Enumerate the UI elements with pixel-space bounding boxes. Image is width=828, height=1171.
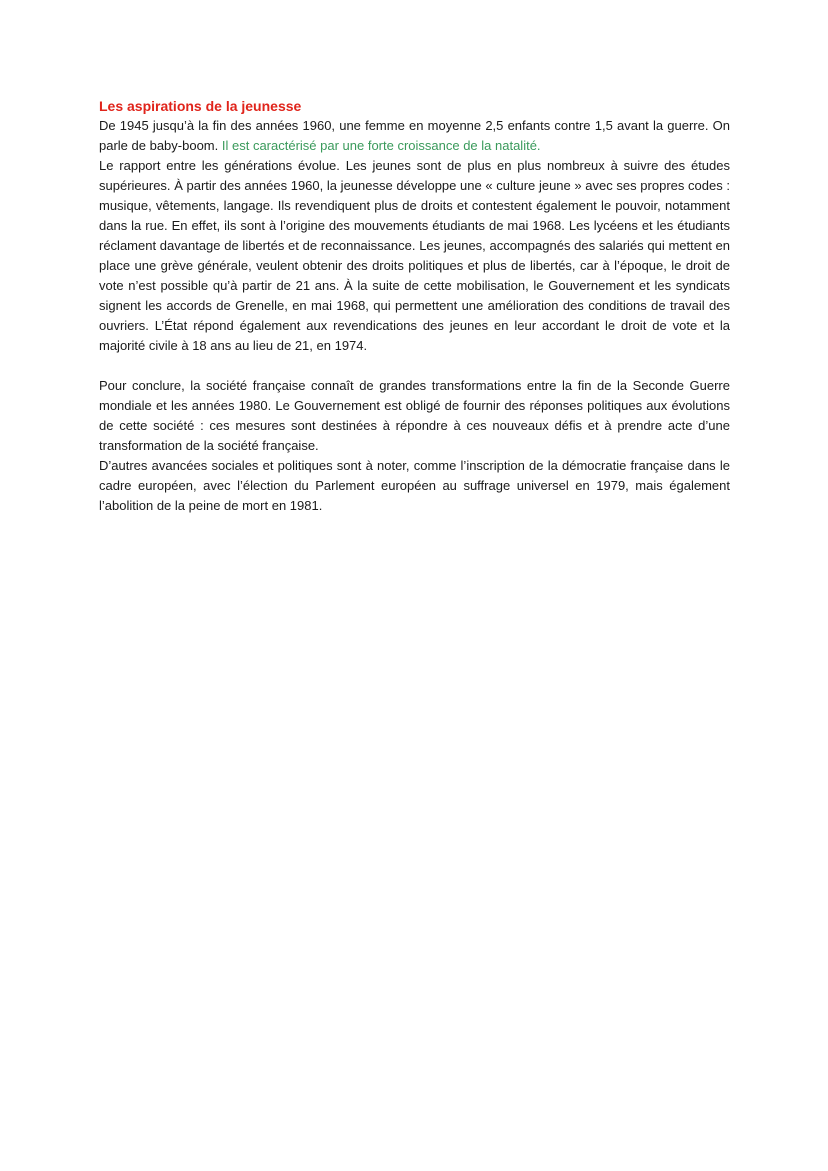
- paragraph-other-advances: D’autres avancées sociales et politiques sont à noter, comme l’inscription de la démocratie française dans le cadre européen, avec l’élection du Parlement européen au suffrage universel en 1979, mais également l’abolition de la peine de mort en 1981.: [99, 458, 730, 513]
- paragraph-conclusion: Pour conclure, la société française connaît de grandes transformations entre la fin de la Seconde Guerre mondiale et les années 1980. Le Gouvernement est obligé de fournir des réponses politiques aux évolutions de cette société : ces mesures sont destinées à répondre à ces nouveaux défis et à prendre acte d’une transformation de la société française.: [99, 378, 730, 453]
- paragraph-generations: Le rapport entre les générations évolue. Les jeunes sont de plus en plus nombreux à suivre des études supérieures. À partir des années 1960, la jeunesse développe une « culture jeune » avec ses propres codes : musique, vêtements, langage. Ils revendiquent plus de droits et contestent également le pouvoir, notamment dans la rue. En effet, ils sont à l’origine des mouvements étudiants de mai 1968. Les lycéens et les étudiants réclament davantage de libertés et de reconnaissance. Les jeunes, accompagnés des salariés qui mettent en place une grève générale, veulent obtenir des droits politiques et plus de libertés, car à l’époque, le droit de vote n’est possible qu’à partir de 21 ans. À la suite de cette mobilisation, le Gouvernement et les syndicats signent les accords de Grenelle, en mai 1968, qui permettent une amélioration des conditions de travail des ouvriers. L’État répond également aux revendications des jeunes en leur accordant le droit de vote et la majorité civile à 18 ans au lieu de 21, en 1974.: [99, 158, 730, 353]
- document-page: [99, 96, 730, 516]
- paragraph-baby-boom: [99, 116, 730, 156]
- paragraph-spacer: [99, 356, 730, 376]
- section-heading: Les aspirations de la jeunesse: [99, 98, 302, 114]
- baby-boom-text: De 1945 jusqu’à la fin des années 1960, une femme en moyenne 2,5 enfants contre 1,5 avant la guerre. On parle de baby-boom.: [99, 118, 730, 153]
- natality-highlight: Il est caractérisé par une forte croissance de la natalité.: [221, 138, 541, 153]
